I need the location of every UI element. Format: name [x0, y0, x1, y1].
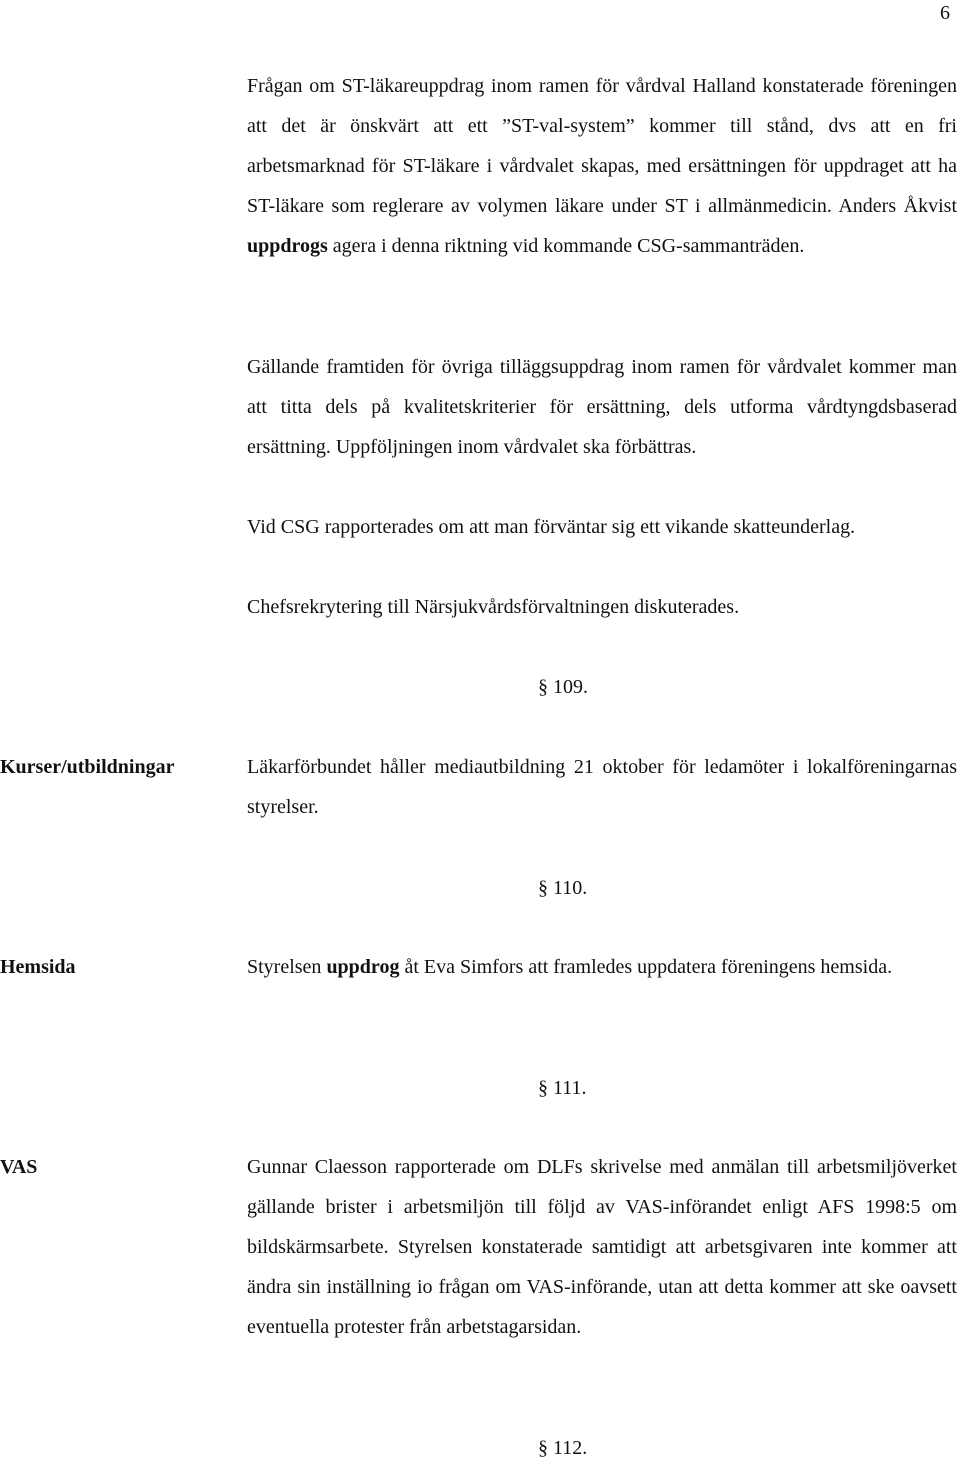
section-heading-kurser: Kurser/utbildningar [0, 756, 175, 778]
paragraph-text: agera i denna riktning vid kommande CSG-sammanträden. [327, 235, 805, 257]
paragraph-skatteunderlag: Vid CSG rapporterades om att man förväntar sig ett vikande skatteunderlag. [247, 516, 856, 538]
section-text-vas: Gunnar Claesson rapporterade om DLFs skrivelse med anmälan till arbetsmiljöverket gällande brister i arbetsmiljön till följd av VAS-införandet enligt AFS 1998:5 om bildskärmsarbete. Styrelsen konstaterade samtidigt att arbetsgivaren inte kommer att ändra sin inställning io frågan om VAS-införande, utan att detta kommer att ske oavsett eventuella protester från arbetstagarsidan. [247, 1156, 957, 1338]
section-text-hemsida [247, 947, 957, 987]
paragraph-text: åt Eva Simfors att framledes uppdatera föreningens hemsida. [399, 956, 893, 978]
section-number-109: § 109. [538, 676, 588, 698]
paragraph-chefsrekrytering: Chefsrekrytering till Närsjukvårdsförvaltningen diskuterades. [247, 596, 740, 618]
section-number-111: § 111. [538, 1077, 587, 1099]
paragraph-text: Frågan om ST-läkareuppdrag inom ramen för vårdval Halland konstaterade föreningen att det är önskvärt att ett ”ST-val-system” kommer till stånd, dvs att en fri arbetsmarknad för ST-läkare i vårdvalet skapas, med ersättningen för uppdraget att ha ST-läkare som reglerare av volymen läkare under ST i allmänmedicin. Anders Åkvist [247, 75, 957, 217]
paragraph-st-lakare [247, 66, 957, 266]
page-number: 6 [940, 2, 950, 24]
paragraph-text: Styrelsen [247, 956, 327, 978]
section-text-kurser: Läkarförbundet håller mediautbildning 21 oktober för ledamöter i lokalföreningarnas styrelser. [247, 756, 957, 818]
section-number-112: § 112. [538, 1437, 588, 1459]
section-heading-vas: VAS [0, 1156, 38, 1178]
section-number-110: § 110. [538, 877, 588, 899]
bold-decision-word: uppdrogs [247, 235, 328, 257]
section-heading-hemsida: Hemsida [0, 956, 76, 978]
paragraph-tillaggsuppdrag: Gällande framtiden för övriga tilläggsuppdrag inom ramen för vårdvalet kommer man att titta dels på kvalitetskriterier för ersättning, dels utforma vårdtyngdsbaserad ersättning. Uppföljningen inom vårdvalet ska förbättras. [247, 356, 957, 458]
bold-decision-word: uppdrog [326, 956, 400, 978]
